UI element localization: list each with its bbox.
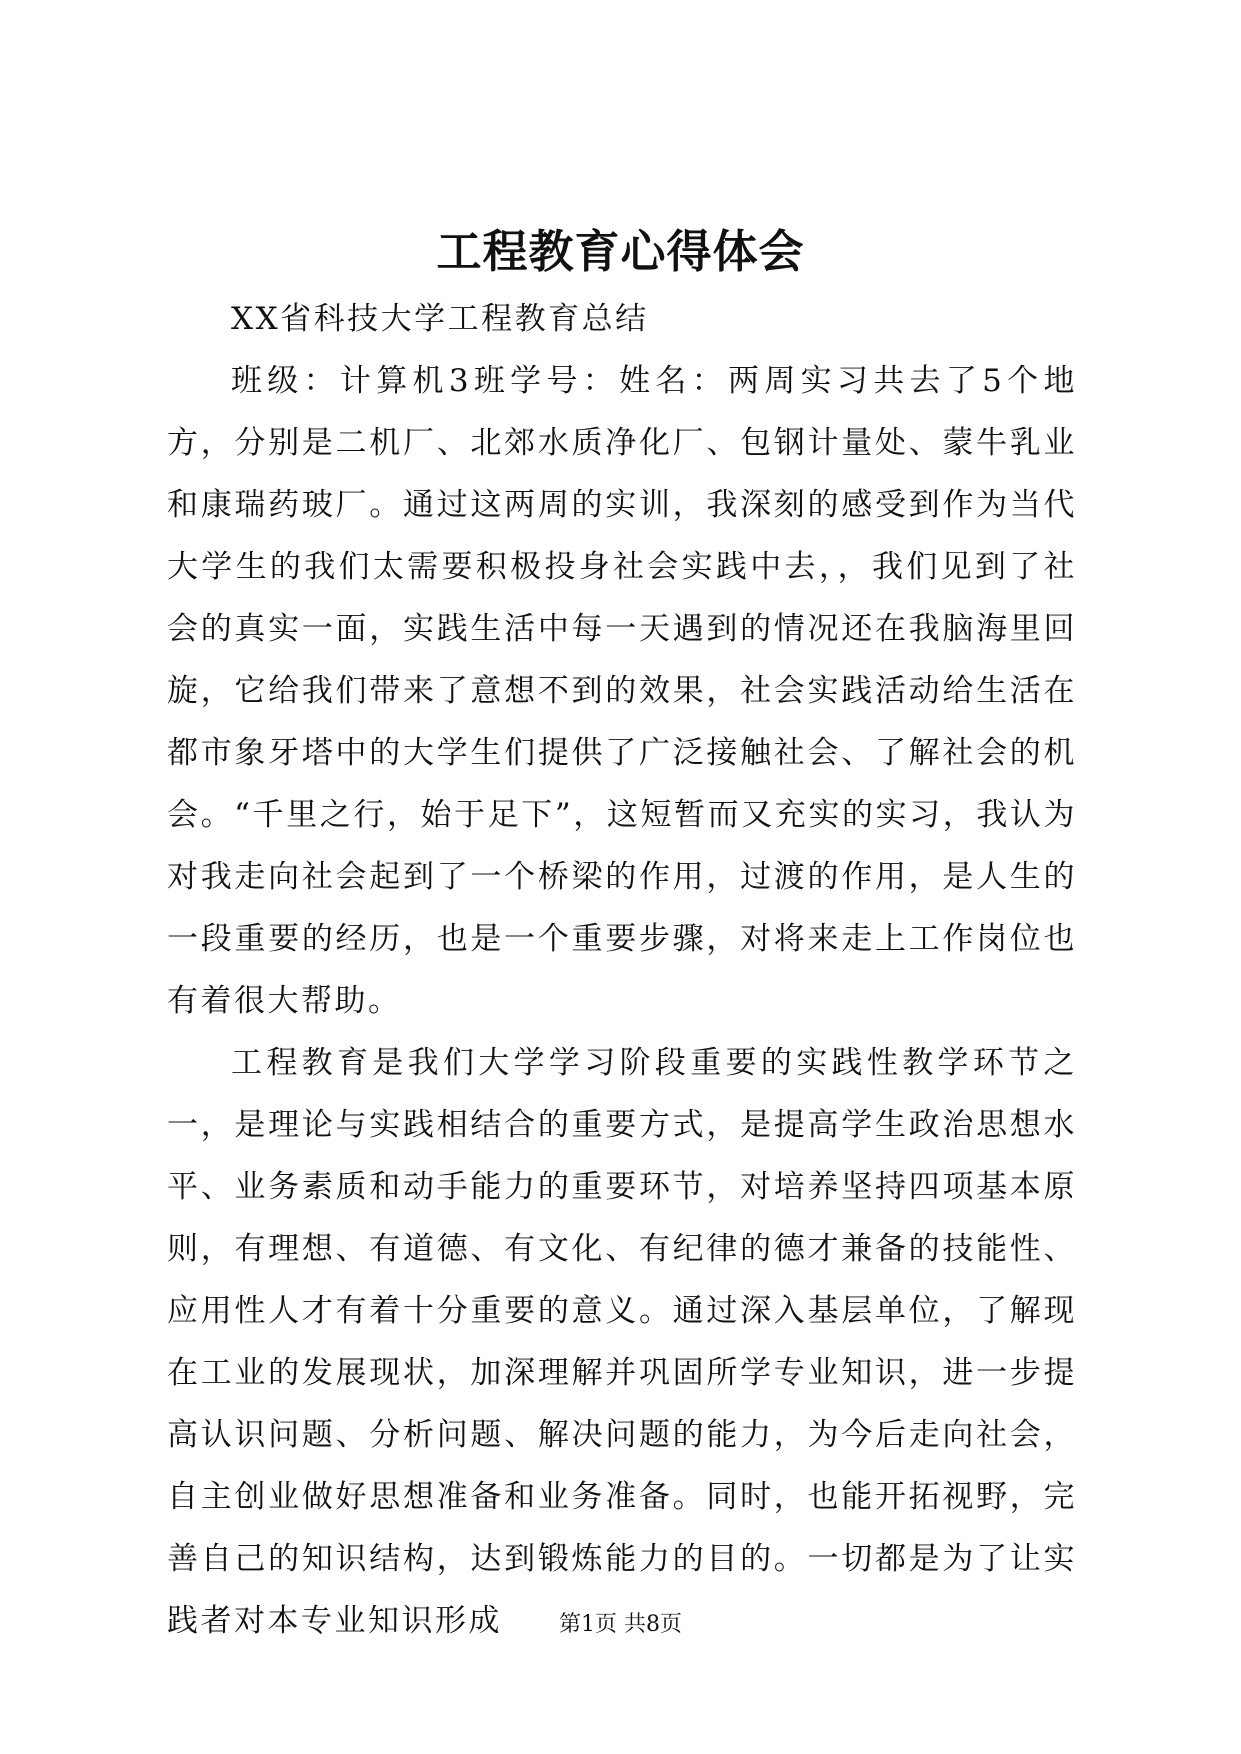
document-title: 工程教育心得体会: [436, 225, 805, 278]
document-body: [167, 288, 1077, 1652]
paragraph-engineering-education: 工程教育是我们大学学习阶段重要的实践性教学环节之一，是理论与实践相结合的重要方式，是提高学生政治思想水平、业务素质和动手能力的重要环节，对培养坚持四项基本原则，有理想、有道德、有文化、有纪律的德才兼备的技能性、应用性人才有着十分重要的意义。通过深入基层单位，了解现在工业的发展现状，加深理解并巩固所学专业知识，进一步提高认识问题、分析问题、解决问题的能力，为今后走向社会，自主创业做好思想准备和业务准备。同时，也能开拓视野，完善自己的知识结构，达到锻炼能力的目的。一切都是为了让实践者对本专业知识形成: [167, 1045, 1077, 1639]
paragraph-internship-summary: 班级：计算机3班学号：姓名：两周实习共去了5个地方，分别是二机厂、北郊水质净化厂、包钢计量处、蒙牛乳业和康瑞药玻厂。通过这两周的实训，我深刻的感受到作为当代大学生的我们太需要积极投身社会实践中去，，我们见到了社会的真实一面，实践生活中每一天遇到的情况还在我脑海里回旋，它给我们带来了意想不到的效果，社会实践活动给生活在都市象牙塔中的大学生们提供了广泛接触社会、了解社会的机会。“千里之行，始于足下”，这短暂而又充实的实习，我认为对我走向社会起到了一个桥梁的作用，过渡的作用，是人生的一段重要的经历，也是一个重要步骤，对将来走上工作岗位也有着很大帮助。: [167, 363, 1077, 1019]
page-number: 第1页 共8页: [559, 1612, 682, 1637]
paragraph-subtitle: XX省科技大学工程教育总结: [231, 301, 649, 337]
